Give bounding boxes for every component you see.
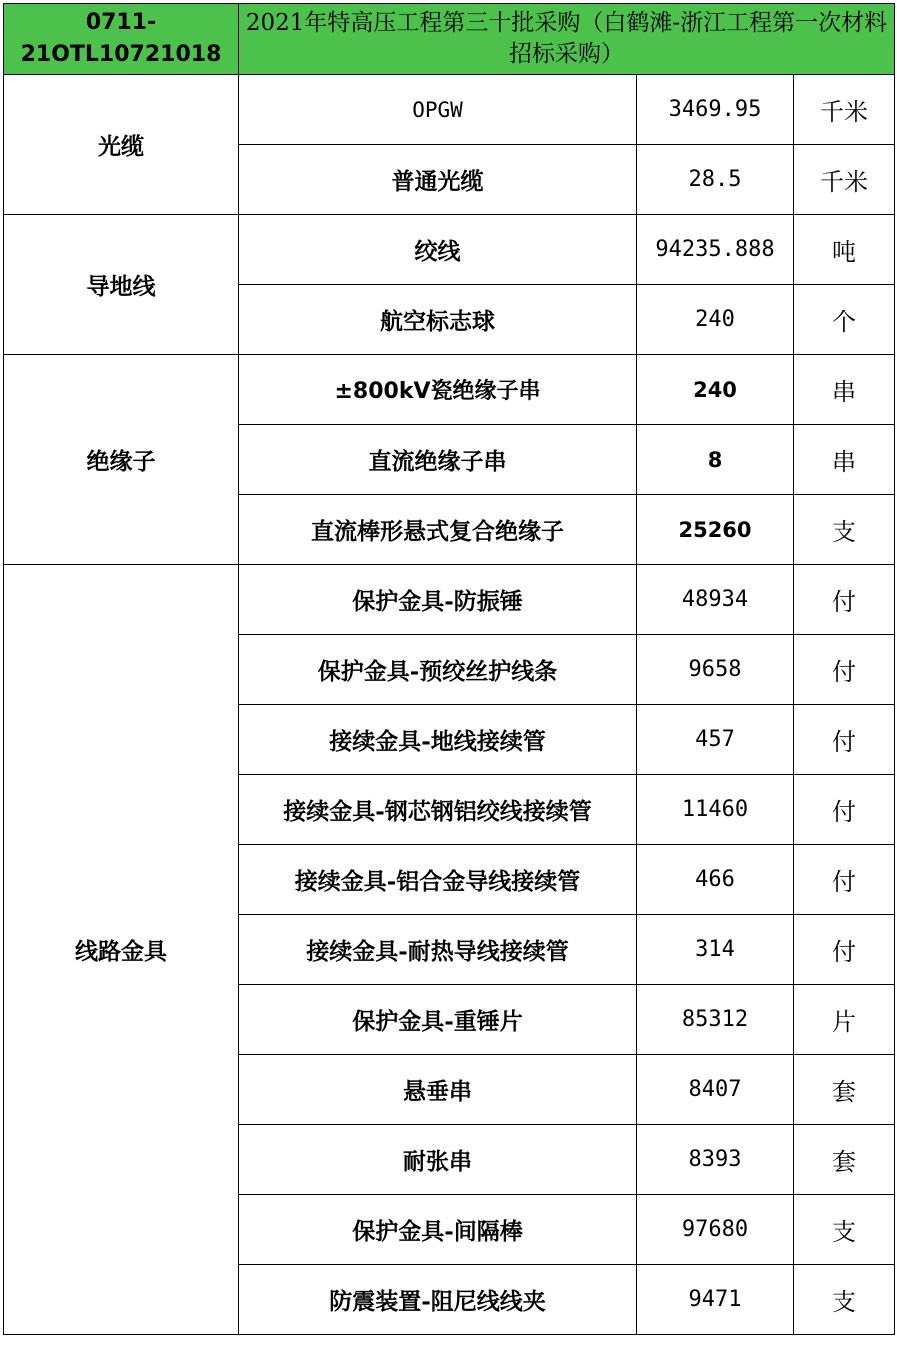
item-cell: 接续金具-耐热导线接续管 (239, 915, 637, 985)
tender-code: 0711-21OTL10721018 (20, 10, 222, 67)
unit-cell: 付 (794, 775, 895, 845)
procurement-table (3, 3, 895, 1335)
unit-cell: 付 (794, 565, 895, 635)
unit-cell: 串 (794, 355, 895, 425)
item-cell: 直流棒形悬式复合绝缘子 (239, 495, 637, 565)
tender-title: 2021年特高压工程第三十批采购（白鹤滩-浙江工程第一次材料招标采购） (245, 10, 888, 67)
item-cell: ±800kV瓷绝缘子串 (239, 355, 637, 425)
category-cell: 光缆 (4, 75, 239, 215)
quantity-cell: 8393 (637, 1125, 794, 1195)
item-cell: 保护金具-重锤片 (239, 985, 637, 1055)
unit-cell: 支 (794, 1265, 895, 1335)
category-cell: 绝缘子 (4, 355, 239, 565)
quantity-cell: 85312 (637, 985, 794, 1055)
item-cell: 保护金具-防振锤 (239, 565, 637, 635)
unit-cell: 千米 (794, 145, 895, 215)
item-cell: 保护金具-间隔棒 (239, 1195, 637, 1265)
header-row (4, 4, 895, 75)
quantity-cell: 11460 (637, 775, 794, 845)
quantity-cell: 97680 (637, 1195, 794, 1265)
quantity-cell: 314 (637, 915, 794, 985)
unit-cell: 付 (794, 915, 895, 985)
item-cell: 普通光缆 (239, 145, 637, 215)
quantity-cell: 48934 (637, 565, 794, 635)
tender-title-cell (239, 4, 895, 75)
item-cell: 接续金具-地线接续管 (239, 705, 637, 775)
unit-cell: 片 (794, 985, 895, 1055)
quantity-cell: 9471 (637, 1265, 794, 1335)
quantity-cell: 8407 (637, 1055, 794, 1125)
unit-cell: 套 (794, 1125, 895, 1195)
item-cell: OPGW (239, 75, 637, 145)
quantity-cell: 466 (637, 845, 794, 915)
item-cell: 绞线 (239, 215, 637, 285)
table-row (4, 565, 895, 635)
item-cell: 耐张串 (239, 1125, 637, 1195)
quantity-cell: 240 (637, 355, 794, 425)
tender-code-cell (4, 4, 239, 75)
unit-cell: 个 (794, 285, 895, 355)
quantity-cell: 94235.888 (637, 215, 794, 285)
table-body (4, 4, 895, 1335)
unit-cell: 千米 (794, 75, 895, 145)
quantity-cell: 28.5 (637, 145, 794, 215)
unit-cell: 串 (794, 425, 895, 495)
item-cell: 保护金具-预绞丝护线条 (239, 635, 637, 705)
category-cell: 导地线 (4, 215, 239, 355)
unit-cell: 支 (794, 1195, 895, 1265)
unit-cell: 套 (794, 1055, 895, 1125)
unit-cell: 付 (794, 705, 895, 775)
item-cell: 悬垂串 (239, 1055, 637, 1125)
unit-cell: 付 (794, 635, 895, 705)
quantity-cell: 9658 (637, 635, 794, 705)
unit-cell: 吨 (794, 215, 895, 285)
table-row (4, 215, 895, 285)
item-cell: 接续金具-铝合金导线接续管 (239, 845, 637, 915)
item-cell: 防震装置-阻尼线线夹 (239, 1265, 637, 1335)
item-cell: 接续金具-钢芯钢铝绞线接续管 (239, 775, 637, 845)
category-cell: 线路金具 (4, 565, 239, 1335)
quantity-cell: 240 (637, 285, 794, 355)
table-row (4, 75, 895, 145)
quantity-cell: 25260 (637, 495, 794, 565)
quantity-cell: 8 (637, 425, 794, 495)
quantity-cell: 457 (637, 705, 794, 775)
quantity-cell: 3469.95 (637, 75, 794, 145)
item-cell: 航空标志球 (239, 285, 637, 355)
table-row (4, 355, 895, 425)
item-cell: 直流绝缘子串 (239, 425, 637, 495)
unit-cell: 付 (794, 845, 895, 915)
unit-cell: 支 (794, 495, 895, 565)
